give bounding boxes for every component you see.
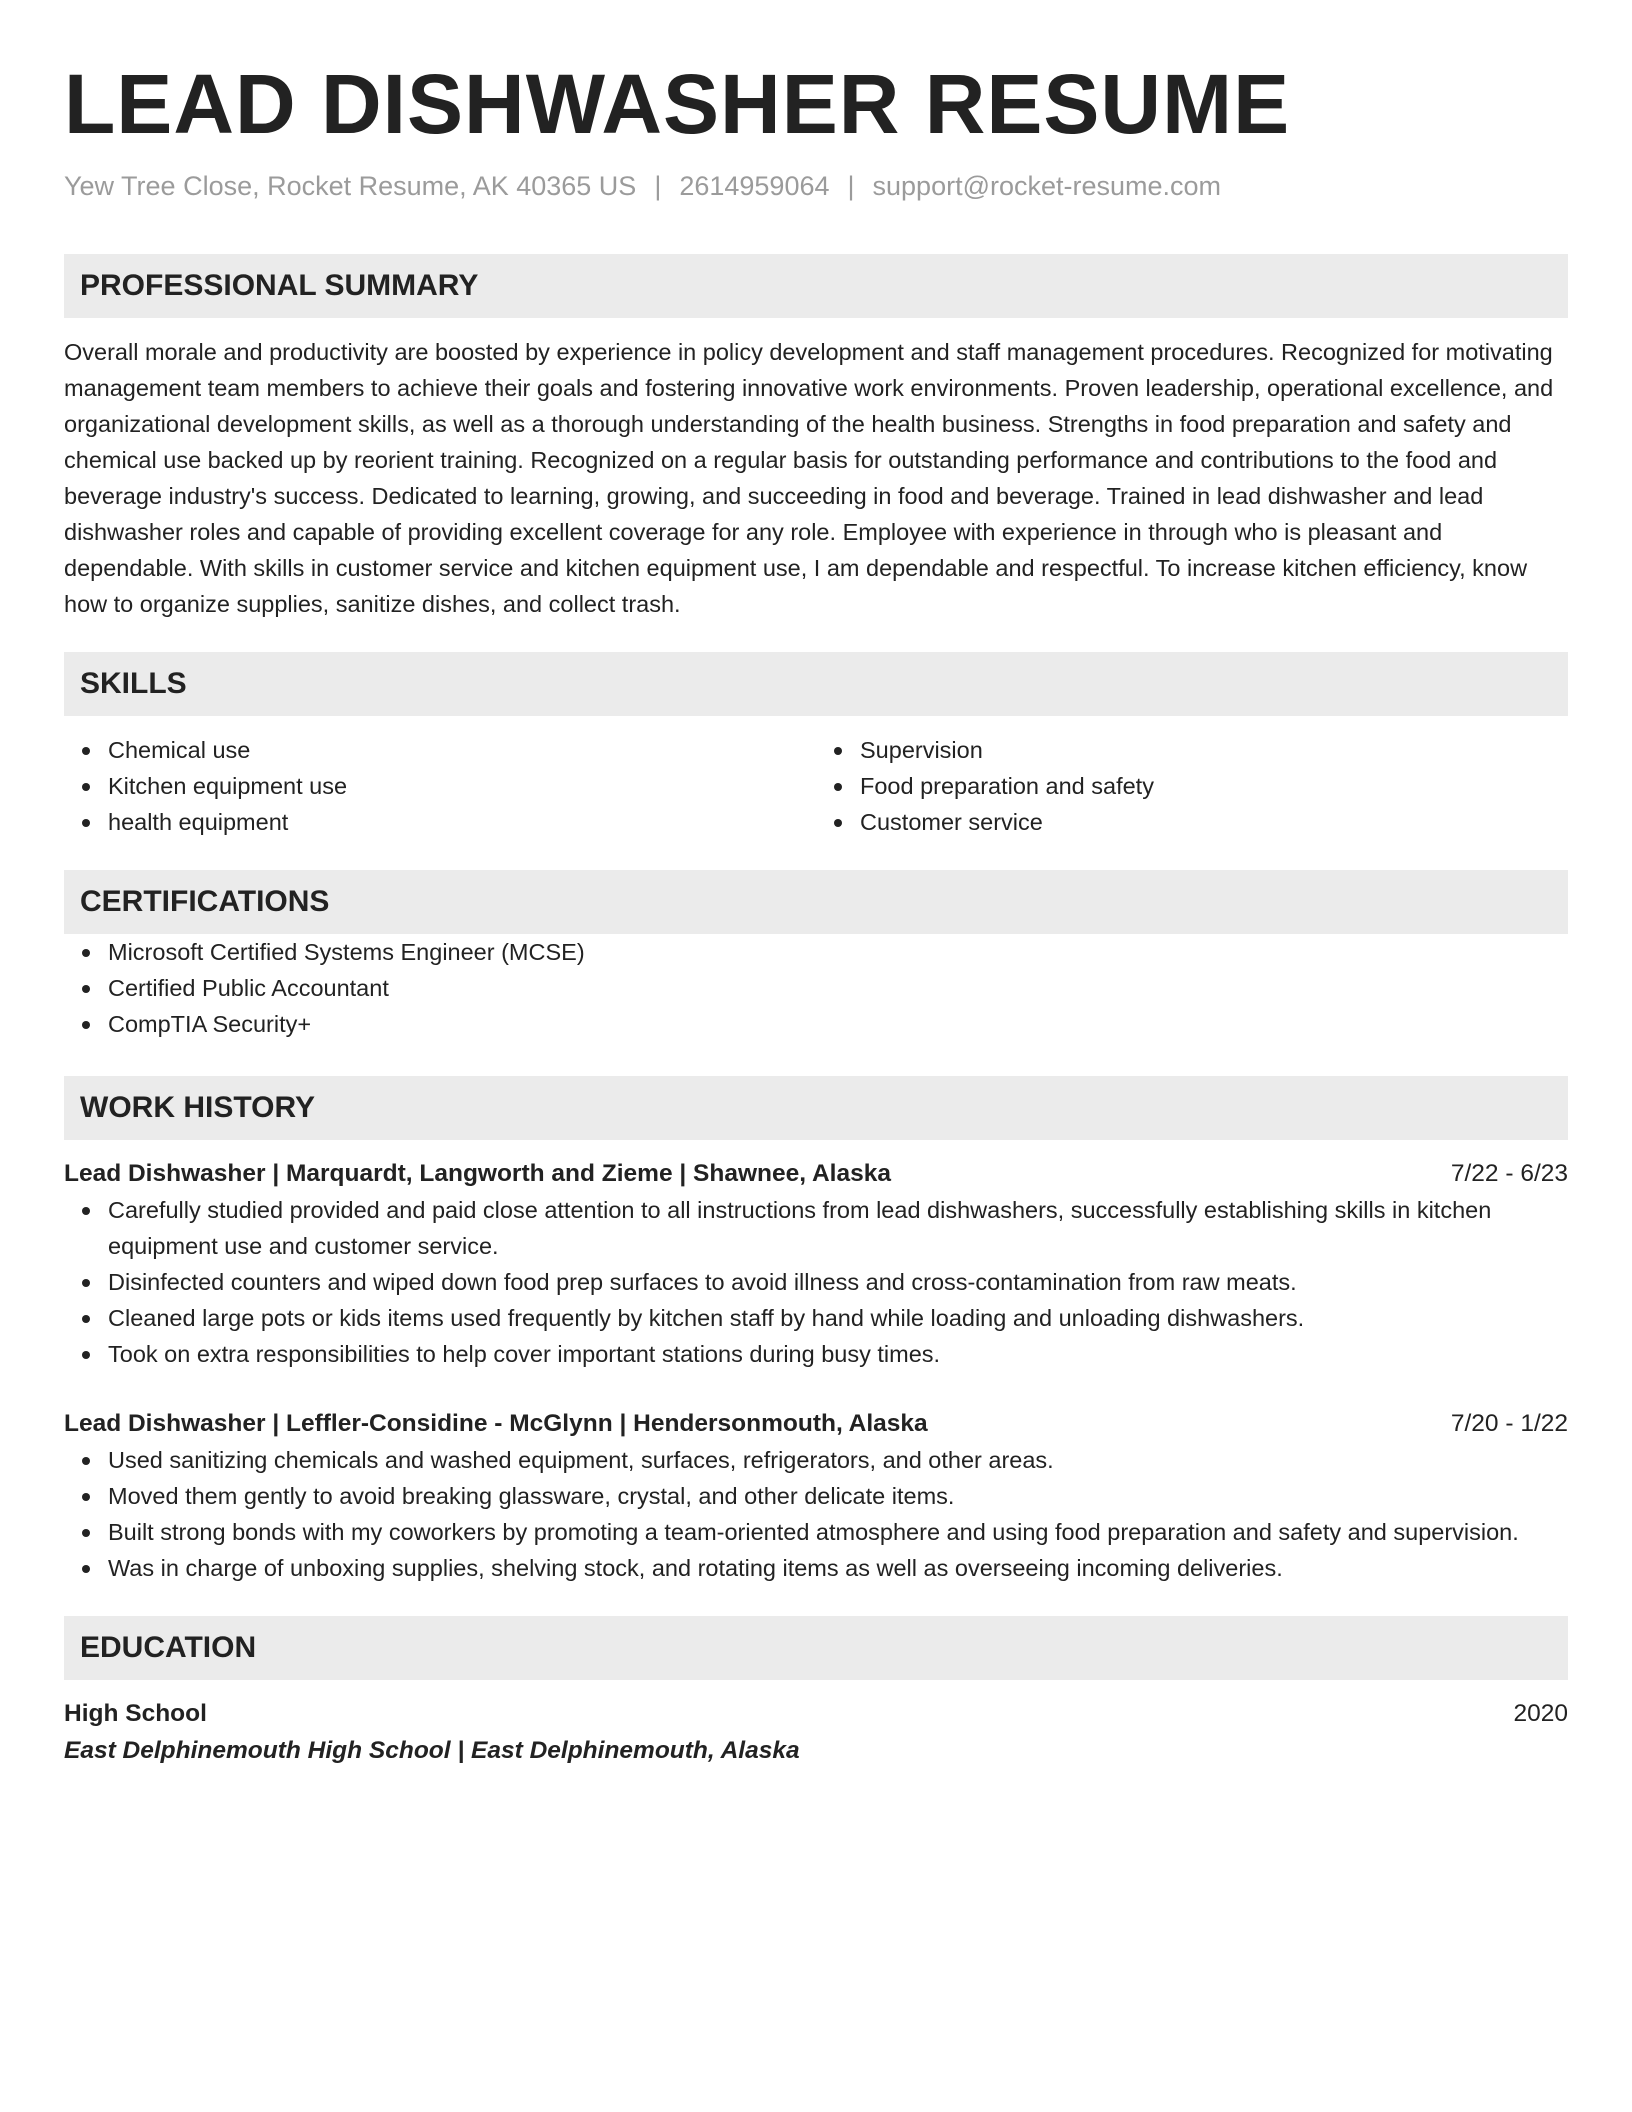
certification-item: Certified Public Accountant bbox=[108, 970, 1568, 1006]
education-school: East Delphinemouth High School | East Delphinemouth, Alaska bbox=[64, 1737, 800, 1764]
job-bullet: Was in charge of unboxing supplies, shelving stock, and rotating items as well as overseeing incoming deliveries. bbox=[108, 1550, 1568, 1586]
work-history-heading: WORK HISTORY bbox=[64, 1076, 1568, 1140]
education-header bbox=[64, 1696, 1568, 1732]
summary-heading: PROFESSIONAL SUMMARY bbox=[64, 254, 1568, 318]
job-dates: 7/22 - 6/23 bbox=[1450, 1160, 1568, 1187]
skills-list bbox=[64, 732, 1568, 840]
job-bullet: Used sanitizing chemicals and washed equipment, surfaces, refrigerators, and other areas. bbox=[108, 1442, 1568, 1478]
contact-line bbox=[64, 168, 1568, 204]
job-bullet: Carefully studied provided and paid close attention to all instructions from lead dishwashers, successfully establishing skills in kitchen equipment use and customer service. bbox=[108, 1192, 1568, 1264]
contact-email: support@rocket-resume.com bbox=[872, 171, 1222, 201]
contact-separator: | bbox=[847, 171, 855, 201]
education-heading: EDUCATION bbox=[64, 1616, 1568, 1680]
job-title: Lead Dishwasher | Leffler-Considine - McGlynn | Hendersonmouth, Alaska bbox=[64, 1410, 928, 1437]
contact-phone: 2614959064 bbox=[679, 171, 830, 201]
skill-item: Customer service bbox=[860, 804, 1568, 840]
job-title: Lead Dishwasher | Marquardt, Langworth and Zieme | Shawnee, Alaska bbox=[64, 1160, 891, 1187]
education-year: 2020 bbox=[1513, 1700, 1568, 1727]
skills-heading: SKILLS bbox=[64, 652, 1568, 716]
job-bullet: Disinfected counters and wiped down food prep surfaces to avoid illness and cross-contamination from raw meats. bbox=[108, 1264, 1568, 1300]
skill-item: Chemical use bbox=[108, 732, 816, 768]
contact-separator: | bbox=[654, 171, 662, 201]
skill-item: health equipment bbox=[108, 804, 816, 840]
skill-item: Food preparation and safety bbox=[860, 768, 1568, 804]
education-degree: High School bbox=[64, 1700, 207, 1727]
contact-address: Yew Tree Close, Rocket Resume, AK 40365 US bbox=[64, 171, 637, 201]
skills-column-left bbox=[64, 732, 816, 840]
resume-title: LEAD DISHWASHER RESUME bbox=[64, 57, 1291, 151]
certification-item: CompTIA Security+ bbox=[108, 1006, 1568, 1042]
job-bullet: Took on extra responsibilities to help cover important stations during busy times. bbox=[108, 1336, 1568, 1372]
certification-item: Microsoft Certified Systems Engineer (MCSE) bbox=[108, 934, 1568, 970]
job-bullet: Built strong bonds with my coworkers by promoting a team-oriented atmosphere and using food preparation and safety and supervision. bbox=[108, 1514, 1568, 1550]
job-header bbox=[64, 1156, 1568, 1192]
job-bullet: Moved them gently to avoid breaking glassware, crystal, and other delicate items. bbox=[108, 1478, 1568, 1514]
job-bullets bbox=[64, 1192, 1568, 1372]
certifications-list bbox=[64, 934, 1568, 1042]
skill-item: Supervision bbox=[860, 732, 1568, 768]
certifications-heading: CERTIFICATIONS bbox=[64, 870, 1568, 934]
job-dates: 7/20 - 1/22 bbox=[1450, 1410, 1568, 1437]
skills-column-right bbox=[816, 732, 1568, 840]
job-bullet: Cleaned large pots or kids items used frequently by kitchen staff by hand while loading and unloading dishwashers. bbox=[108, 1300, 1568, 1336]
skill-item: Kitchen equipment use bbox=[108, 768, 816, 804]
job-bullets bbox=[64, 1442, 1568, 1586]
summary-text: Overall morale and productivity are boosted by experience in policy development and staff management procedures. Recognized for motivating management team members to achieve their goals and fostering innovative work environments. Proven leadership, operational excellence, and organizational development skills, as well as a thorough understanding of the health business. Strengths in food preparation and safety and chemical use backed up by reorient training. Recognized on a regular basis for outstanding performance and contributions to the food and beverage industry's success. Dedicated to learning, growing, and succeeding in food and beverage. Trained in lead dishwasher and lead dishwasher roles and capable of providing excellent coverage for any role. Employee with experience in through who is pleasant and dependable. With skills in customer service and kitchen equipment use, I am dependable and respectful. To increase kitchen efficiency, know how to organize supplies, sanitize dishes, and collect trash. bbox=[64, 339, 1554, 617]
job-header bbox=[64, 1406, 1568, 1442]
